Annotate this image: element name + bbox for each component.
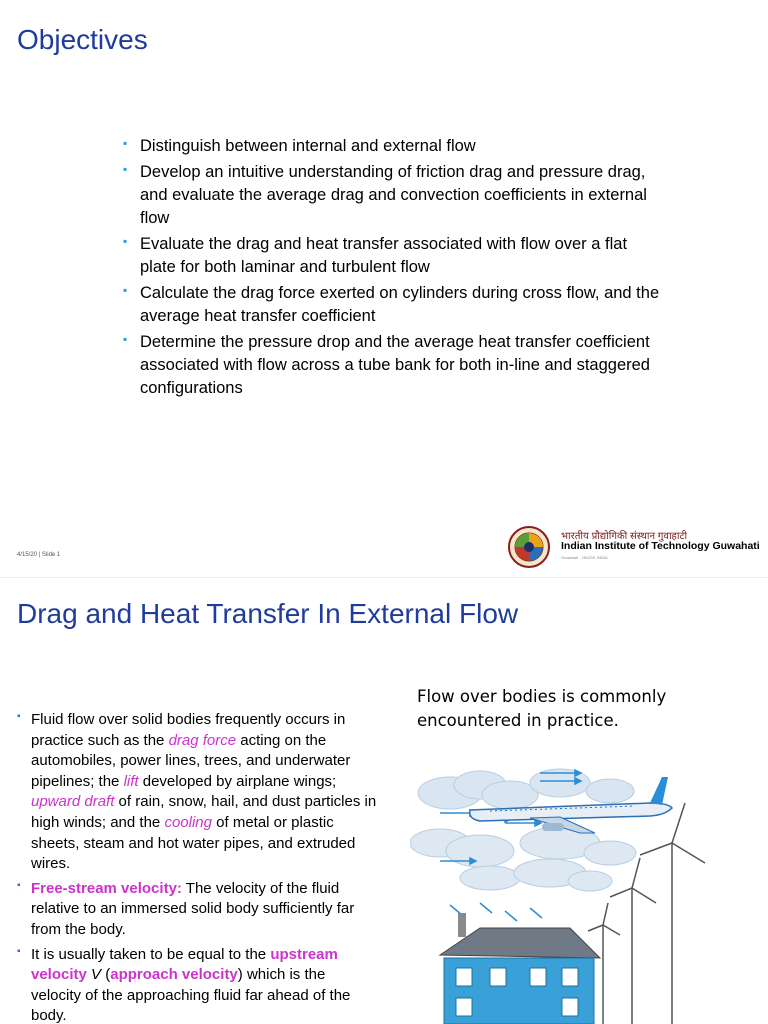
bullet-icon: ▪	[17, 711, 21, 722]
bullet-icon: ▪	[123, 162, 128, 176]
term-approach-velocity: approach velocity	[110, 966, 238, 984]
institute-logo	[508, 526, 763, 568]
content-list	[17, 710, 377, 1024]
list-item	[123, 161, 663, 230]
wind-turbine-icon	[588, 803, 705, 1024]
text: Fluid flow over solid bodies frequently occurs in practice such as the	[31, 711, 346, 749]
list-item	[17, 945, 377, 1024]
slide-title: Objectives	[17, 24, 148, 55]
bullet-icon: ▪	[123, 283, 128, 297]
bullet-icon: ▪	[123, 234, 128, 248]
institute-address: Guwahati - 781039, INDIA	[561, 555, 608, 560]
list-item-text: Determine the pressure drop and the average heat transfer coefficient associated with flow across a tube bank for both in-line and staggered configurations	[140, 333, 650, 397]
list-item	[17, 879, 377, 941]
list-item-text: Calculate the drag force exerted on cylinders during cross flow, and the average heat transfer coefficient	[140, 284, 660, 325]
text: acting on the automobiles, power lines, trees, and underwater pipelines; the	[31, 731, 351, 790]
list-item	[123, 282, 663, 328]
bullet-icon: ▪	[17, 879, 21, 891]
institute-name: Indian Institute of Technology Guwahati	[561, 540, 760, 552]
bullet-icon: ▪	[123, 136, 128, 150]
list-item	[17, 710, 377, 875]
text: It is usually taken to be equal to the	[31, 945, 271, 963]
list-item	[123, 135, 663, 158]
term-drag-force: drag force	[168, 731, 237, 749]
slide-title: Drag and Heat Transfer In External Flow	[17, 598, 519, 629]
term-free-stream-velocity: Free-stream velocity:	[31, 879, 182, 897]
term-upstream-velocity: upstream velocity	[31, 945, 338, 984]
slide-drag-heat-transfer	[0, 578, 768, 1024]
slide-footer: 4/15/20 | Slide 1	[17, 552, 61, 558]
text: The velocity of the fluid relative to an immersed solid body sufficiently far from the body.	[31, 879, 355, 938]
figure-caption: Flow over bodies is commonly encountered in practice.	[417, 687, 667, 730]
list-item-text: Evaluate the drag and heat transfer associated with flow over a flat plate for both laminar and turbulent flow	[140, 235, 628, 276]
house-icon	[440, 913, 600, 1024]
iit-emblem-icon	[508, 526, 550, 568]
list-item	[123, 331, 663, 400]
text: (	[101, 966, 111, 984]
term-cooling: cooling	[164, 813, 212, 831]
text: developed by airplane wings;	[138, 772, 337, 790]
list-item-text: Distinguish between internal and external flow	[140, 137, 476, 155]
cloud-icon	[410, 827, 636, 891]
text: ) which is the velocity of the approaching fluid far ahead of the body.	[31, 966, 351, 1024]
bullet-icon: ▪	[17, 945, 21, 957]
external-flow-illustration	[410, 763, 740, 1024]
text: of metal or plastic sheets, steam and hot water pipes, and extruded wires.	[31, 813, 356, 873]
bullet-icon: ▪	[123, 332, 128, 346]
cloud-icon	[418, 769, 634, 809]
list-item	[123, 233, 663, 279]
list-item-text: Develop an intuitive understanding of friction drag and pressure drag, and evaluate the average drag and convection coefficients in external flow	[140, 163, 647, 227]
objectives-list	[123, 135, 663, 403]
text: of rain, snow, hail, and dust particles in high winds; and the	[31, 793, 377, 831]
institute-name-hindi: भारतीय प्रौद्योगिकी संस्थान गुवाहाटी	[561, 531, 688, 542]
symbol-v: V	[91, 966, 102, 984]
term-upward-draft: upward draft	[31, 793, 115, 811]
term-lift: lift	[123, 772, 139, 790]
